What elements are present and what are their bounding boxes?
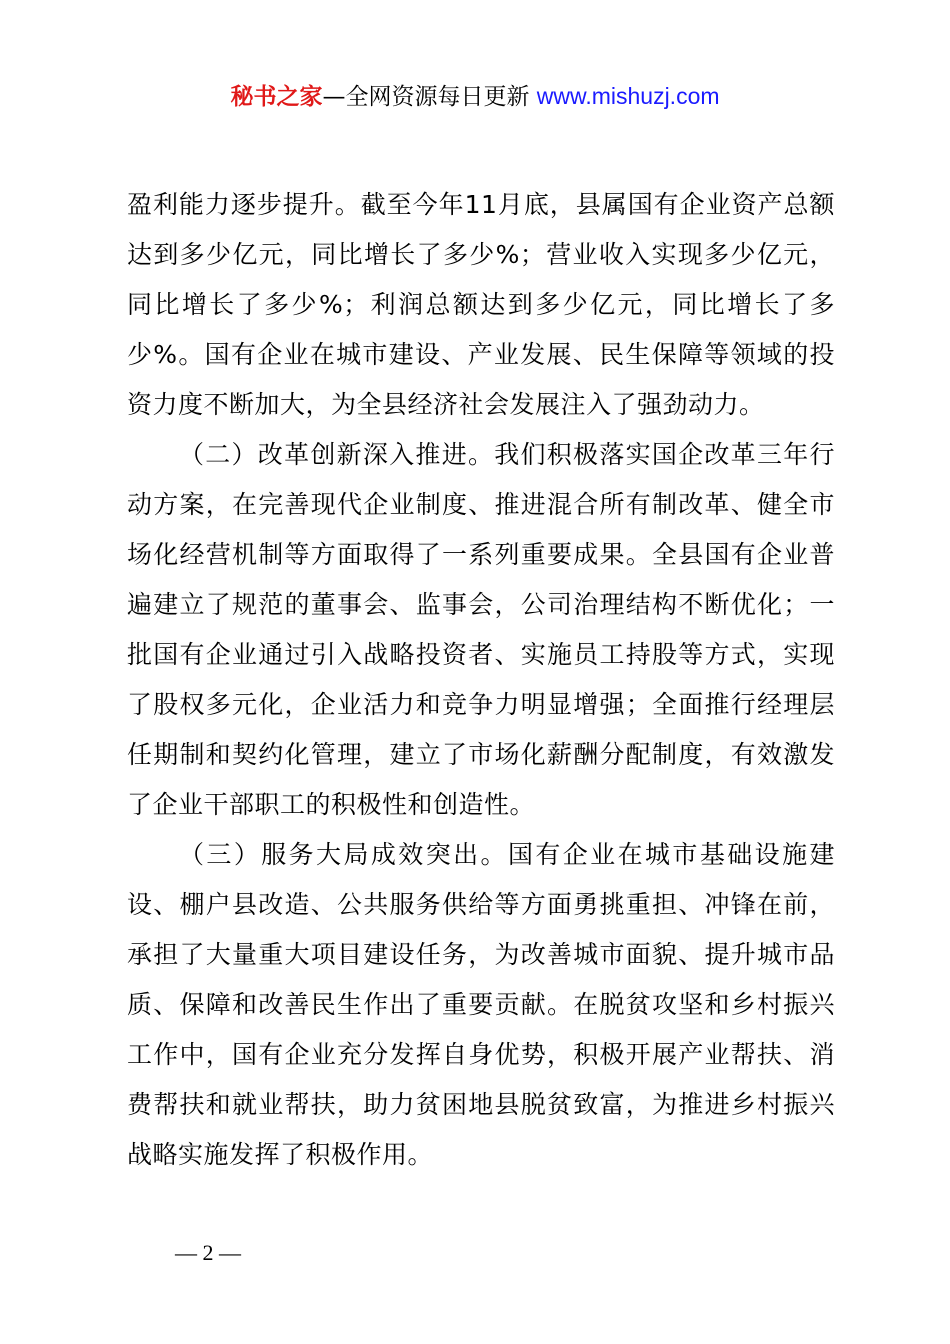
document-body	[127, 180, 835, 1180]
page-number: — 2 —	[175, 1240, 241, 1265]
brand-name: 秘书之家	[230, 84, 323, 110]
site-header	[0, 78, 950, 115]
header-tagline: —全网资源每日更新	[322, 84, 530, 110]
paragraph-service-overall: （三）服务大局成效突出。国有企业在城市基础设施建设、棚户县改造、公共服务供给等方面勇挑重担、冲锋在前，承担了大量重大项目建设任务，为改善城市面貌、提升城市品质、保障和改善民生作出了重要贡献。在脱贫攻坚和乡村振兴工作中，国有企业充分发挥自身优势，积极开展产业帮扶、消费帮扶和就业帮扶，助力贫困地县脱贫致富，为推进乡村振兴战略实施发挥了积极作用。	[127, 840, 835, 1169]
paragraph-reform-innovation: （二）改革创新深入推进。我们积极落实国企改革三年行动方案，在完善现代企业制度、推进混合所有制改革、健全市场化经营机制等方面取得了一系列重要成果。全县国有企业普遍建立了规范的董事会、监事会，公司治理结构不断优化；一批国有企业通过引入战略投资者、实施员工持股等方式，实现了股权多元化，企业活力和竞争力明显增强；全面推行经理层任期制和契约化管理，建立了市场化薪酬分配制度，有效激发了企业干部职工的积极性和创造性。	[127, 440, 835, 819]
paragraph-continuation: 盈利能力逐步提升。截至今年11月底，县属国有企业资产总额达到多少亿元，同比增长了多少%；营业收入实现多少亿元，同比增长了多少%；利润总额达到多少亿元，同比增长了多少%。国有企业在城市建设、产业发展、民生保障等领域的投资力度不断加大，为全县经济社会发展注入了强劲动力。	[127, 190, 835, 419]
site-url[interactable]: www.mishuzj.com	[536, 83, 720, 109]
